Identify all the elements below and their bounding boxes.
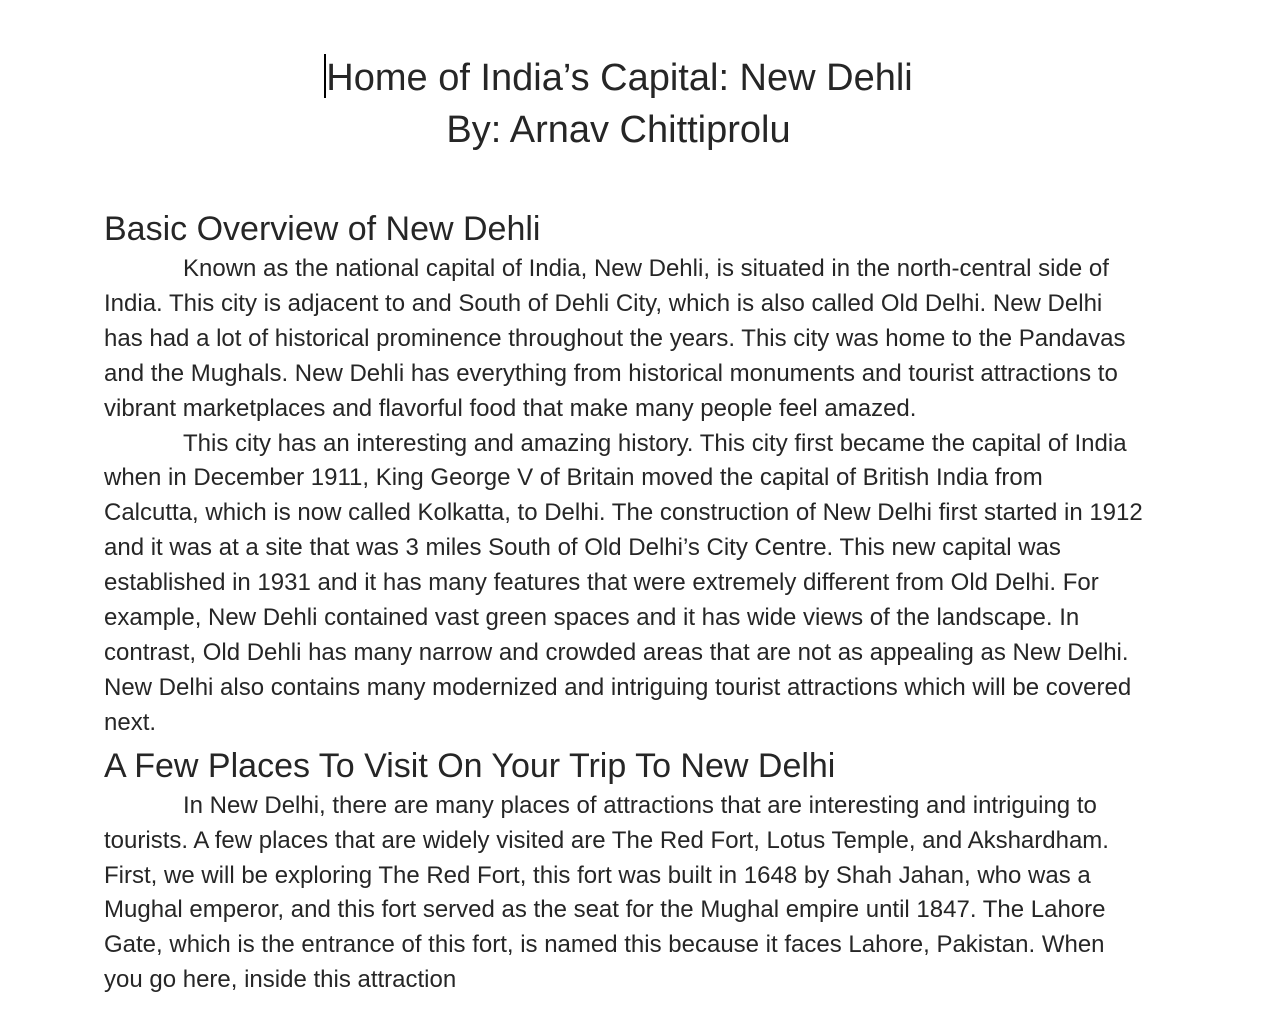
section-heading-places[interactable]: A Few Places To Visit On Your Trip To New Delhi: [104, 746, 836, 785]
document-title-block: [0, 52, 1237, 156]
document-title-line[interactable]: [0, 52, 1237, 104]
document-byline[interactable]: By: Arnav Chittiprolu: [446, 109, 791, 151]
paragraph-overview-2[interactable]: This city has an interesting and amazing history. This city first became the capital of India when in December 1911, King George V of Britain moved the capital of British India from Calcutta, which is now called Kolkatta, to Delhi. The construction of New Delhi first started in 1912 and it was at a site that was 3 miles South of Old Delhi’s City Centre. This new capital was established in 1931 and it has many features that were extremely different from Old Delhi. For example, New Dehli contained vast green spaces and it has wide views of the landscape. In contrast, Old Dehli has many narrow and crowded areas that are not as appealing as New Delhi. New Delhi also contains many modernized and intriguing tourist attractions which will be covered next.: [104, 429, 1143, 736]
section-heading-overview[interactable]: Basic Overview of New Dehli: [104, 210, 541, 248]
document-body: [104, 206, 1144, 998]
paragraph-places-1[interactable]: In New Delhi, there are many places of attractions that are interesting and intriguing to tourists. A few places that are widely visited are The Red Fort, Lotus Temple, and Akshardham. First, we will be exploring The Red Fort, this fort was built in 1648 by Shah Jahan, who was a Mughal emperor, and this fort served as the seat for the Mughal empire until 1847. The Lahore Gate, which is the entrance of this fort, is named this because it faces Lahore, Pakistan. When you go here, inside this attraction: [104, 791, 1109, 994]
paragraph-overview-1[interactable]: Known as the national capital of India, New Dehli, is situated in the north-central side of India. This city is adjacent to and South of Dehli City, which is also called Old Delhi. New Delhi has had a lot of historical prominence throughout the years. This city was home to the Pandavas and the Mughals. New Dehli has everything from historical monuments and tourist attractions to vibrant marketplaces and flavorful food that make many people feel amazed.: [104, 255, 1126, 422]
document-title[interactable]: Home of India’s Capital: New Dehli: [326, 57, 913, 99]
